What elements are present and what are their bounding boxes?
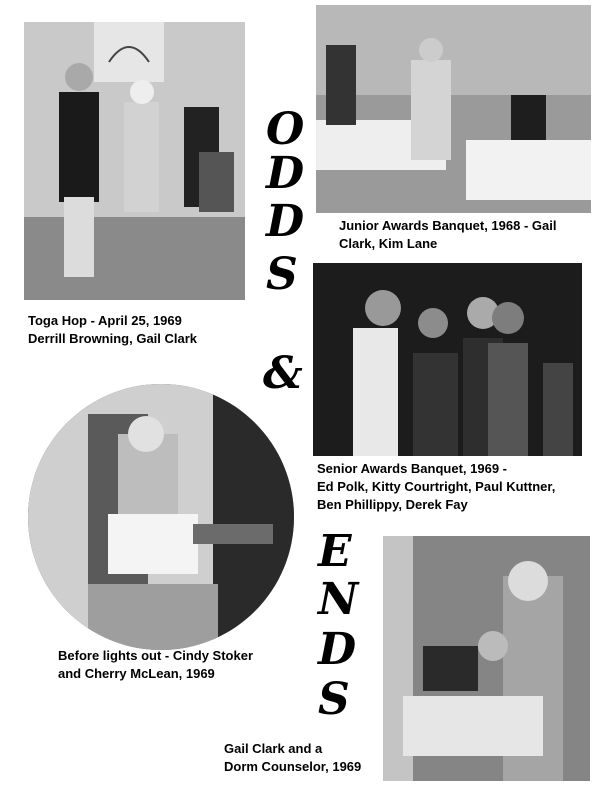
title-letter-s2: S	[318, 674, 350, 725]
caption-line: Dorm Counselor, 1969	[224, 759, 362, 774]
junior-banquet-caption	[339, 217, 556, 253]
caption-line: Junior Awards Banquet, 1968 - Gail	[339, 218, 557, 233]
toga-hop-photo	[24, 22, 245, 300]
caption-line: Ed Polk, Kitty Courtright, Paul Kuttner,	[317, 479, 556, 494]
title-letter-o: O	[266, 104, 305, 155]
caption-line: Toga Hop - April 25, 1969	[28, 313, 182, 328]
title-letter-d3: D	[318, 624, 357, 675]
title-letter-n: N	[318, 574, 359, 625]
caption-line: Before lights out - Cindy Stoker	[58, 648, 254, 663]
caption-line: Derrill Browning, Gail Clark	[28, 331, 198, 346]
title-ampersand: &	[263, 348, 303, 399]
title-letter-s1: S	[266, 249, 298, 300]
senior-banquet-photo	[313, 263, 582, 456]
title-letter-d1: D	[266, 148, 305, 199]
lights-out-photo	[28, 384, 294, 650]
lights-out-caption	[58, 647, 253, 683]
caption-line: Gail Clark and a	[224, 741, 323, 756]
toga-hop-caption	[28, 312, 197, 348]
senior-banquet-caption	[317, 460, 555, 514]
dorm-caption	[224, 740, 361, 776]
caption-line: Ben Phillippy, Derek Fay	[317, 497, 468, 512]
caption-line: Senior Awards Banquet, 1969 -	[317, 461, 508, 476]
title-letter-d2: D	[266, 196, 305, 247]
dorm-counselor-photo	[383, 536, 590, 781]
caption-line: Clark, Kim Lane	[339, 236, 438, 251]
junior-banquet-photo	[316, 5, 591, 213]
caption-line: and Cherry McLean, 1969	[58, 666, 215, 681]
title-letter-e: E	[318, 526, 352, 577]
